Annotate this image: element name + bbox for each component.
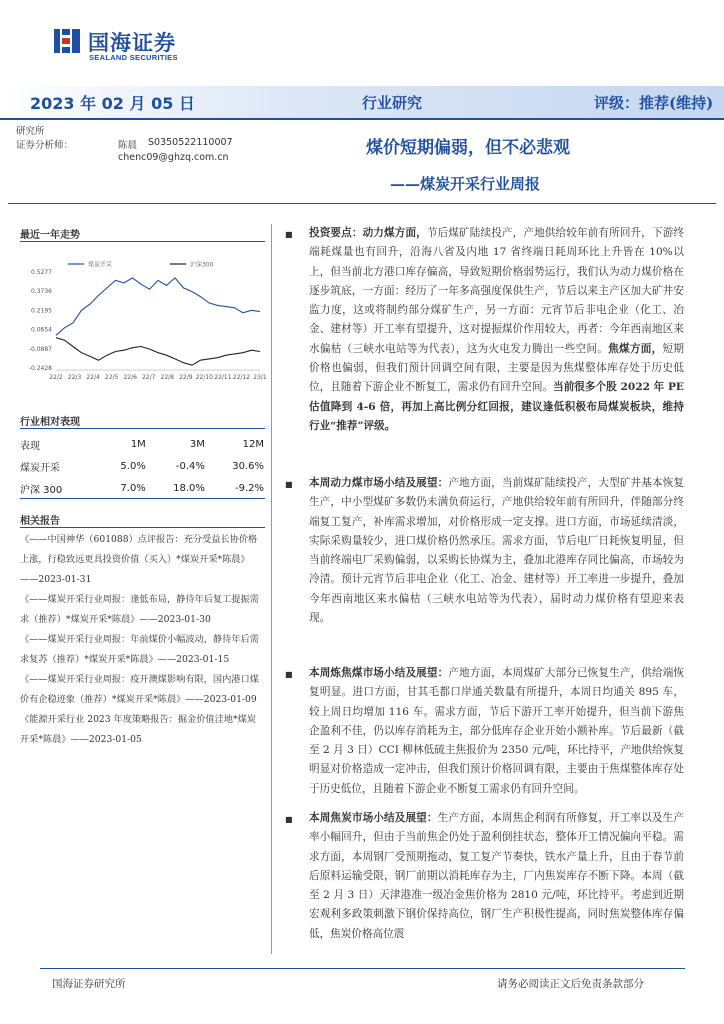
table-cell: -0.4%	[175, 460, 205, 472]
x-tick-label: 22/8	[160, 374, 175, 381]
bullet-icon: ■	[285, 815, 293, 824]
analyst-cert: S0350522110007	[148, 137, 233, 148]
bullet-icon: ■	[285, 670, 293, 679]
para-coke	[309, 809, 684, 944]
y-tick-label: 0.0654	[31, 326, 52, 334]
para-text: 节后煤矿陆续投产，产地供给较年前有所回升，下游终端耗煤量也有回升，沿海八省及内地 17 省终端日耗周环比上升皆在 10%以上，但当前北方港口库存偏高，导致短期价格弱势运行，我们认为动力煤价格在逐步筑底，一方面：经历了一年多高强度保供生产，节后以来主产区加大矿井安监力度，这或将制约部分煤矿生产，另一方面：元宵节后非电企业（化工、冶金、建材等）开工率有望提升，这对提振煤价作用较大，再者：今年西南地区来水偏枯（三峡水电站等为代表），这为火电发力腾出一些空间。	[309, 227, 685, 355]
para-text: 产地方面，本周煤矿大部分已恢复生产，供给端恢复明显。进口方面，甘其毛都口岸通关数量有所提升，本周日均通关 895 车，较上周日均增加 116 车。需求方面，节后下游开工率开始提升，但当前下游焦企盈利不佳，仍以库存消耗为主，部分低库存企业开始小额补库。节后最新（截至 2 月 3 日）CCI 柳林低硫主焦报价为 2350 元/吨，环比持平，产地供给恢复明显对价格造成一定冲击，但我们预计价格回调有限，主要由于焦煤整体库存处于历史低位，且随着下游企业不断复工需求仍有回升空间。	[309, 667, 685, 795]
performance-heading: 行业相对表现	[20, 417, 80, 428]
para-text: 生产方面，本周焦企利润有所修复，开工率以及生产率小幅回升，但由于当前焦企仍处于盈利倒挂状态，整体开工情况偏向平稳。需求方面，本周钢厂受预期拖动，复工复产节奏快，铁水产量上升，且由于春节前后原料运输受限，钢厂前期以消耗库存为主，厂内焦炭库存不断下降。本周（截至 2 月 3 日）天津港准一级冶金焦价格为 2810 元/吨，环比持平。考虑到近期宏观利多政策刺激下钢价保持高位，钢厂生产积极性提高，同时焦炭整体库存偏低，焦炭价格高位震	[309, 812, 685, 940]
para-lead: 本周炼焦煤市场小结及展望：	[309, 667, 449, 679]
y-tick-label: -0.2428	[28, 365, 52, 372]
para-text: 产地方面，当前煤矿陆续投产，大型矿井基本恢复生产，中小型煤矿多数仍未满负荷运行，产地供给较年前有所回升，伴随部分终端复工复产，补库需求增加，对价格形成一定支撑。进口方面，市场延续清淡，实际采购量较少，进口煤价格仍然承压。需求方面，节后电厂日耗恢复明显，但当前终端电厂采购偏弱，以采购长协煤为主，叠加北港库存同比偏高，市场较为冷清。预计元宵节后非电企业（化工、冶金、建材等）开工率进一步提升，叠加今年西南地区来水偏枯（三峡水电站等为代表），届时动力煤价格有望迎来表现。	[309, 477, 685, 625]
para-coking-coal	[309, 664, 684, 799]
table-header-cell: 12M	[242, 438, 264, 450]
x-tick-label: 22/6	[123, 374, 137, 381]
series-line-hs300	[56, 338, 260, 366]
trend-heading: 最近一年走势	[20, 230, 80, 241]
related-heading: 相关报告	[20, 516, 60, 527]
trend-chart	[20, 250, 265, 385]
banner-divider	[0, 118, 724, 120]
table-bottom-line	[20, 498, 265, 499]
table-header-cell: 1M	[130, 438, 146, 450]
para-lead: 投资要点：动力煤方面，	[309, 227, 427, 239]
x-tick-label: 23/1	[253, 374, 267, 381]
sealand-logo-icon	[52, 26, 82, 56]
para-investment-highlights	[309, 224, 684, 436]
bullet-icon: ■	[285, 230, 293, 239]
table-cell: 7.0%	[120, 482, 146, 494]
column-divider	[271, 224, 272, 954]
related-report-item[interactable]: 《——煤炭开采行业周报：逢低布局，静待年后复工提振需求（推荐）*煤炭开采*陈晨》——2023-01-30	[20, 594, 259, 625]
table-row	[20, 455, 264, 477]
x-tick-label: 22/7	[141, 374, 156, 381]
legend-label-coal: 煤炭开采	[88, 261, 113, 269]
table-cell: -9.2%	[234, 482, 264, 494]
related-report-item[interactable]: 《能源开采行业 2023 年度策略报告：掘金价值洼地*煤炭开采*陈晨》——2023-01-05	[20, 714, 256, 745]
analyst-name: 陈晨	[118, 140, 138, 151]
related-report-item[interactable]: 《——煤炭开采行业周报：疫开澳煤影响有限，国内港口煤价有企稳迹象（推荐）*煤炭开采*陈晨》——2023-01-09	[20, 674, 259, 705]
table-header-row	[20, 433, 264, 455]
related-heading-line	[20, 527, 265, 528]
related-reports-list	[20, 530, 265, 750]
report-type: 行业研究	[362, 94, 423, 112]
report-date: 2023 年 02 月 05 日	[30, 94, 195, 113]
title-divider	[8, 203, 716, 204]
analyst-email[interactable]: chenc09@ghzq.com.cn	[118, 152, 229, 163]
footer-divider	[40, 968, 685, 969]
related-report-item[interactable]: 《——煤炭开采行业周报：年前煤价小幅波动，静待年后需求复苏（推荐）*煤炭开采*陈晨》——2023-01-15	[20, 634, 259, 665]
dept: 研究所	[16, 126, 45, 137]
x-tick-label: 22/3	[67, 374, 82, 381]
table-header-cell: 表现	[20, 440, 40, 452]
y-tick-label: -0.0887	[28, 345, 52, 353]
para-lead: 本周动力煤市场小结及展望：	[309, 477, 449, 489]
table-header-cell: 3M	[189, 438, 205, 450]
page-subtitle: ——煤炭开采行业周报	[390, 175, 541, 193]
performance-heading-line	[20, 428, 265, 429]
table-cell: 30.6%	[232, 460, 264, 472]
logo-subtext: SEALAND SECURITIES	[89, 53, 178, 62]
footer-source: 国海证券研究所	[52, 978, 126, 990]
table-cell: 18.0%	[173, 482, 205, 494]
y-tick-label: 0.3736	[31, 288, 52, 296]
trend-heading-line	[20, 241, 265, 242]
table-cell: 煤炭开采	[20, 462, 60, 474]
x-tick-label: 22/10	[195, 374, 214, 381]
footer-disclaimer: 请务必阅读正文后免责条款部分	[497, 978, 644, 990]
para-thermal-coal	[309, 474, 684, 628]
para-lead: 本周焦炭市场小结及展望：	[309, 812, 438, 824]
para-text: 短期价格也偏弱，但我们预计回调空间有限，主要是因为焦煤整体库存处于历史低位，且随着下游企业不断复工，需求仍有回升空间。	[309, 342, 685, 394]
x-tick-label: 22/12	[232, 374, 251, 381]
x-tick-label: 22/2	[49, 374, 63, 381]
logo-text: 国海证券	[88, 31, 176, 55]
x-tick-label: 22/4	[86, 374, 100, 381]
y-tick-label: 0.2195	[31, 307, 52, 315]
para-lead: 焦煤方面，	[608, 342, 663, 355]
x-tick-label: 22/9	[179, 374, 193, 381]
analyst-role: 证券分析师：	[16, 140, 74, 151]
series-line-coal	[56, 278, 260, 335]
table-cell: 沪深 300	[20, 484, 63, 496]
x-tick-label: 22/11	[214, 374, 232, 381]
performance-table	[20, 433, 264, 499]
page-title: 煤价短期偏弱，但不必悲观	[366, 138, 570, 158]
para-conclusion: 当前很多个股 2022 年 PE 估值降到 4-6 倍，再加上高比例分红回报，建议逢低积极布局煤炭板块，维持行业“推荐”评级。	[309, 381, 685, 432]
x-tick-label: 22/5	[104, 374, 119, 381]
bullet-icon: ■	[285, 480, 293, 489]
rating: 评级：推荐(维持)	[594, 94, 714, 112]
table-row	[20, 477, 264, 499]
table-cell: 5.0%	[120, 460, 146, 472]
legend-label-hs300: 沪深300	[190, 261, 214, 269]
related-report-item[interactable]: 《——中国神华（601088）点评报告：充分受益长协价格上涨，行稳致远更具投资价值（买入）*煤炭开采*陈晨》——2023-01-31	[20, 534, 258, 585]
y-tick-label: 0.5277	[31, 269, 52, 276]
